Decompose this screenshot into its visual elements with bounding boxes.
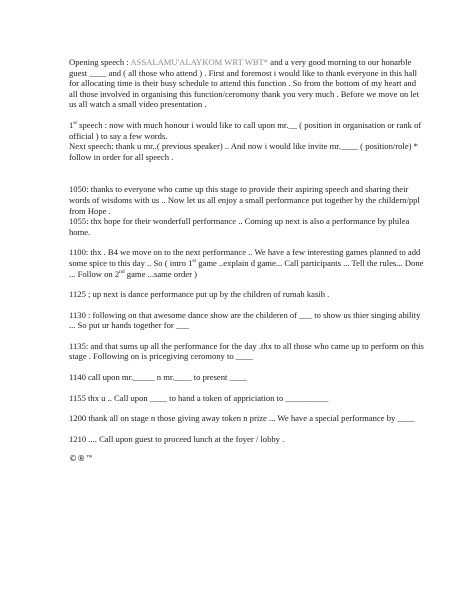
- first-speech-paragraph: 1st speech : now with much honour i would like to call upon mr.__ ( position in organisation or rank of official ) to say a few words.: [69, 119, 422, 141]
- salam-greeting: ASSALAMU'ALAYKOM WRT WBT*: [130, 57, 269, 67]
- symbols-line: ©®™: [69, 454, 94, 464]
- opening-speech-paragraph: [69, 57, 424, 110]
- paragraph-1135: 1135: and that sums up all the performance for the day .thx to all those who came up to perform on this stage . Following on is pricegiving ceromony to ____: [69, 340, 424, 362]
- paragraph-1100: 1100: thx . B4 we move on to the next performance .. We have a few interesting games planned to add some spice to this day .. So ( intro 1st game ..explain d game... Call participants ... Tell the rules... Done ... Follow on 2nd game ...same order ): [69, 247, 424, 279]
- paragraph-1130: 1130 : following on that awesome dance show are the childeren of ___ to show us thier singing ability ... So put ur hands together for ___: [69, 309, 421, 331]
- opening-speech-text: and a very good morning to our honarble guest ____ and ( all those who attend ) . First and foremost i would like to thank everyone in this hall for allocating time is their busy schedule to attend this function . So from the bottom of my heart and all those involved in organising this function/ceromony thank you very much . Before we move on let us all watch a small video presentation .: [69, 57, 419, 110]
- opening-speech-label: Opening speech :: [69, 57, 131, 67]
- paragraph-1050: 1050: thanks to everyone who came up this stage to provide their aspiring speech and sharing their words of wisdoms with us .. Now let us all enjoy a small performance put together by the childern/ppl from Hope .: [69, 184, 420, 216]
- paragraph-1125: 1125 ; up next is dance performance put up by the children of rumah kasih .: [69, 289, 330, 300]
- next-speech-paragraph: Next speech: thank u mr..( previous speaker) .. And now i would like invite mr.____ ( position/role) * follow in order for all speech .: [69, 141, 418, 162]
- paragraph-1210: 1210 .... Call upon guest to proceed lunch at the foyer / lobby .: [69, 433, 285, 444]
- paragraph-1200: 1200 thank all on stage n those giving away token n prize ... We have a special performance by ____: [69, 413, 415, 424]
- paragraph-1140: 1140 call upon mr._____ n mr.____ to present ____: [69, 372, 247, 383]
- paragraph-1055: 1055: thx hope for their wonderfull performance .. Coming up next is also a performance by philea home.: [69, 216, 410, 237]
- paragraph-1155: 1155 thx u .. Call upon ____ to hand a token of appriciation to __________: [69, 392, 329, 403]
